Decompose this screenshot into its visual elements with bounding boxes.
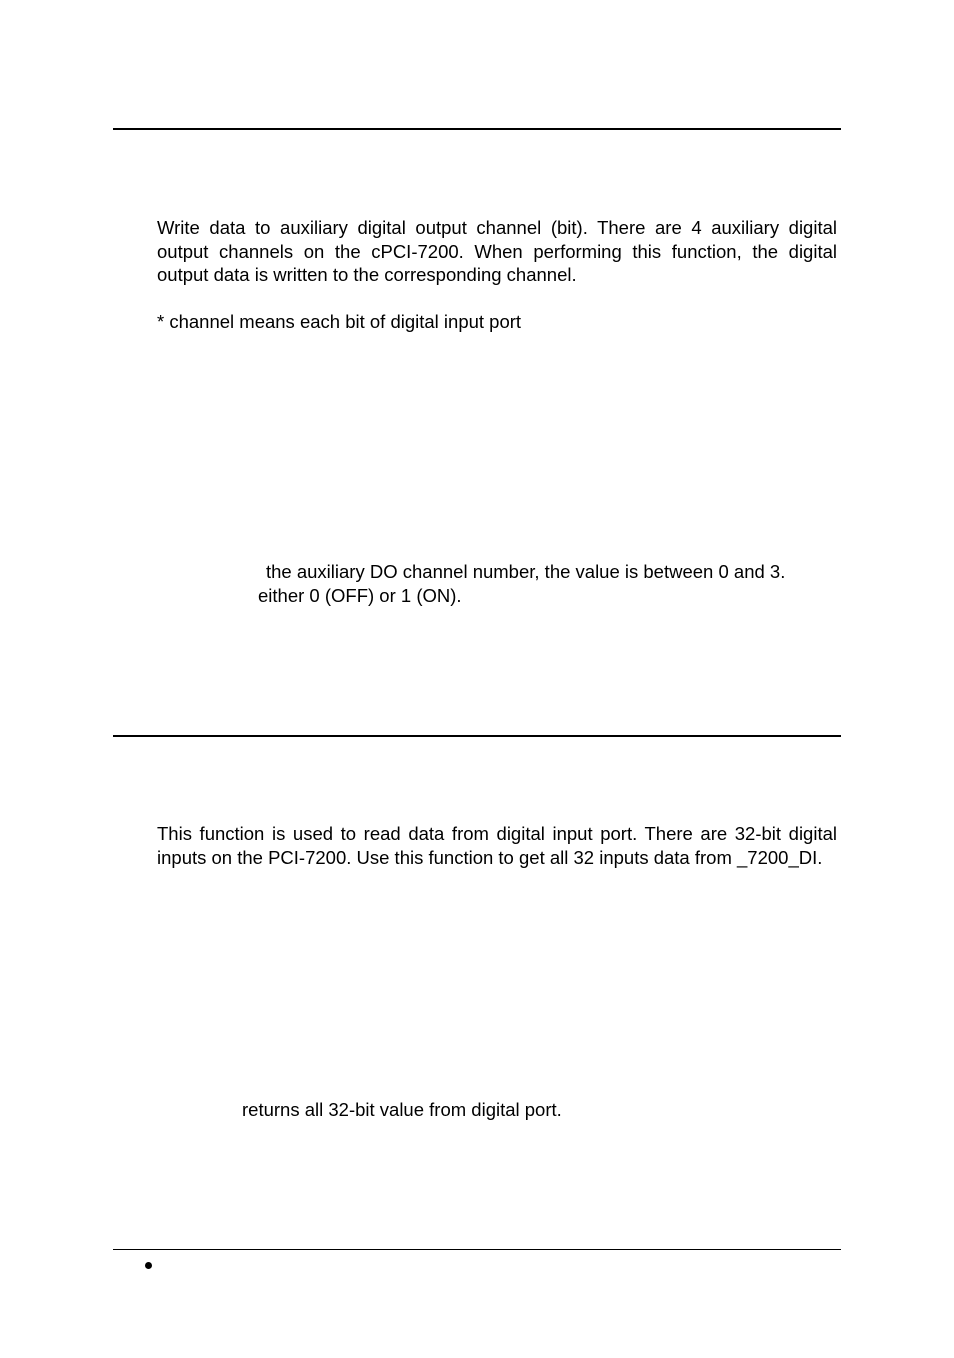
section1-description: Write data to auxiliary digital output channel (bit). There are 4 auxiliary digital output channels on the cPCI-7200. When performing this function, the digital output data is written to the corresponding channel. <box>157 217 837 285</box>
param-state-description: either 0 (OFF) or 1 (ON). <box>258 585 462 606</box>
section1-note: * channel means each bit of digital input port <box>157 311 522 332</box>
section2-description: This function is used to read data from digital input port. There are 32-bit digital inputs on the PCI-7200. Use this function to get all 32 inputs data from _7200_DI. <box>157 823 837 868</box>
param-channel-description: the auxiliary DO channel number, the value is between 0 and 3. <box>266 561 786 582</box>
section-divider-middle <box>113 735 841 737</box>
section-divider-top <box>113 128 841 130</box>
footer-divider <box>113 1249 841 1250</box>
param-value-description: returns all 32-bit value from digital port. <box>242 1099 562 1120</box>
footer-bullet-icon <box>145 1262 152 1269</box>
